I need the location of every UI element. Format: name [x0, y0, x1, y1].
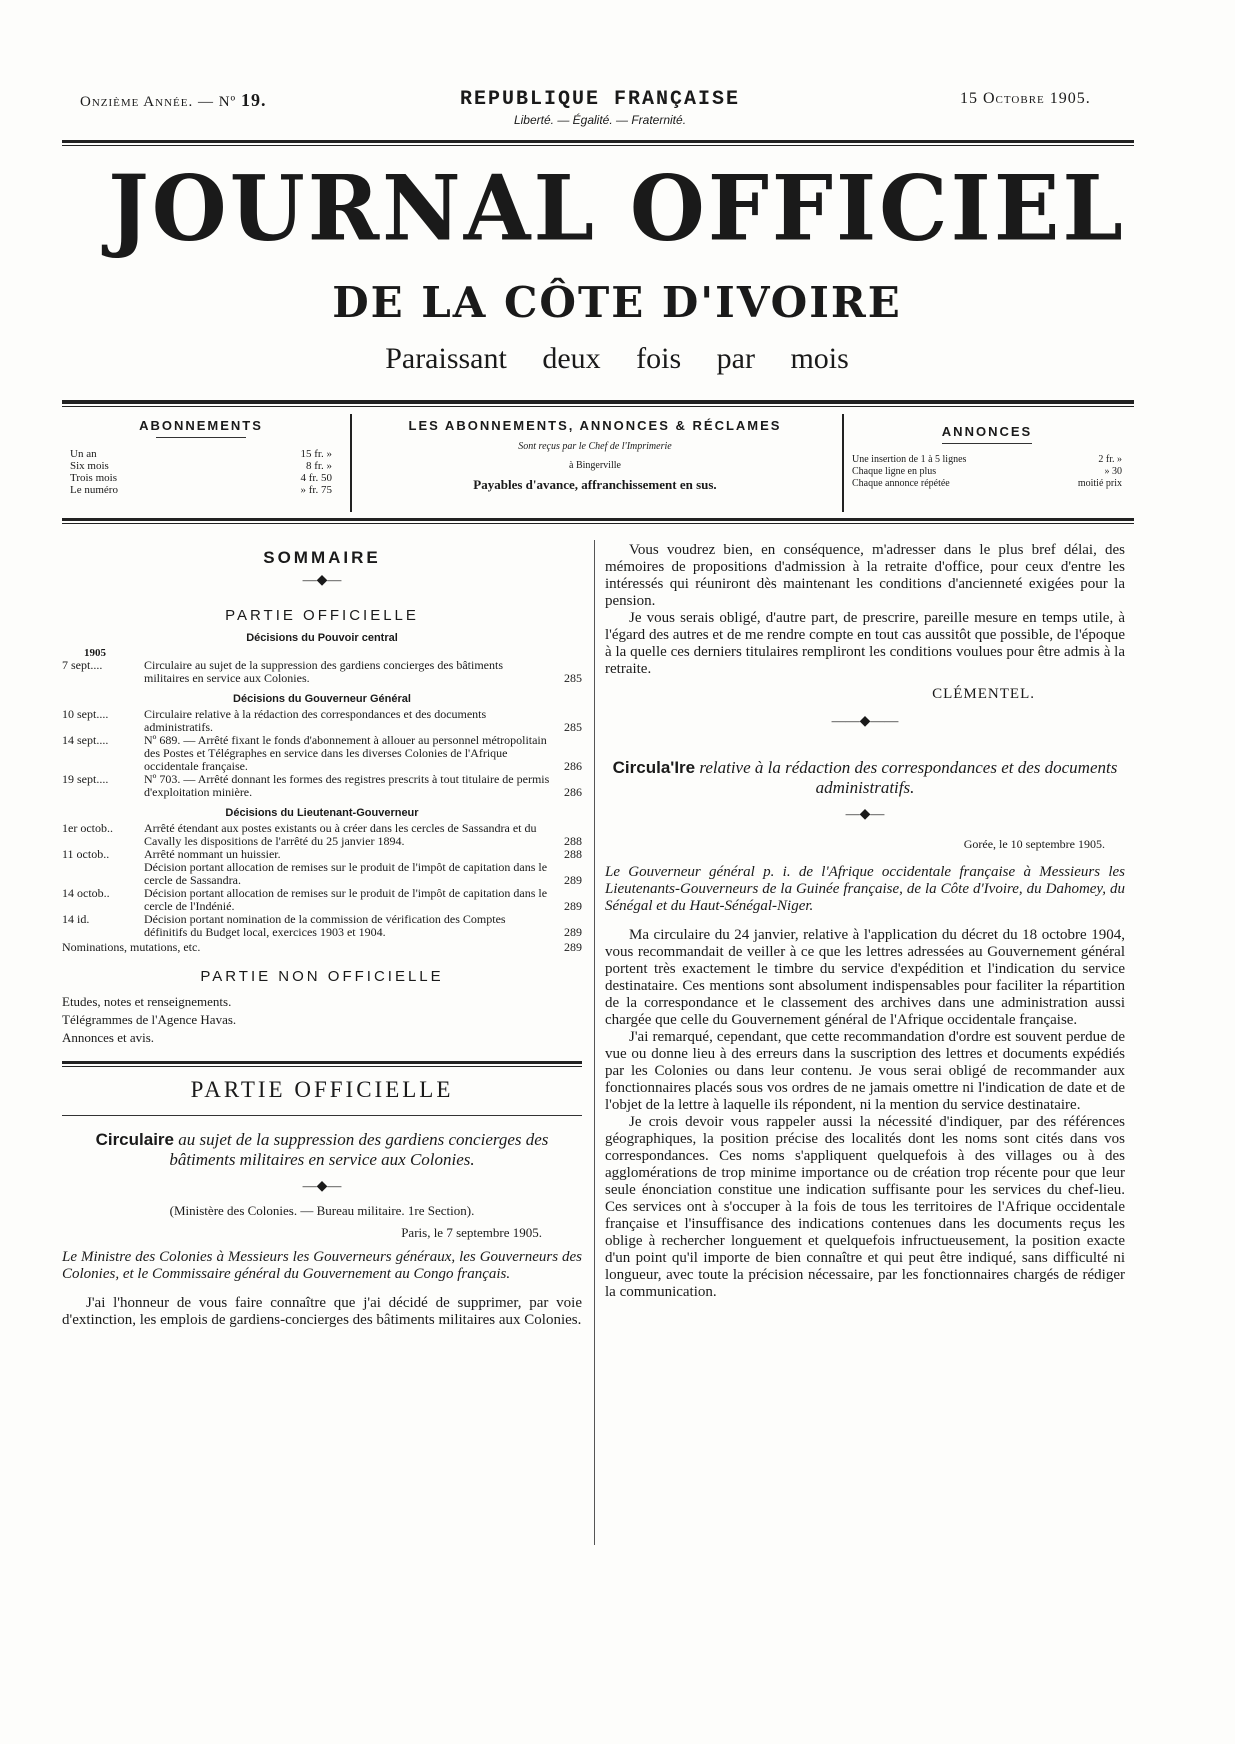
entry-date: 14 octob.. — [62, 886, 110, 900]
ornament: —◆— — [302, 573, 342, 588]
body-paragraph: Je crois devoir vous rappeler aussi la nécessité d'indiquer, par des références géographiques, la position précise des localités dont les noms sont cités dans vos correspondances. Ces noms s'appliquent quelquefois à des villages ou à des agglomérations de trop minime importance ou de création trop récente pour que leur seule énonciation constitue une indication suffisante pour les services du chef-lieu. Ces services ont à s'occuper à la fois de tous les territoires de l'Afrique occidentale française et l'insuffisance des indications contenues dans les documents reçus les oblige à rechercher longuement et quelquefois infructueusement, la position exacte d'un point qu'il importe de bien connaître et qui peut être indiqué, sans difficulté ni longueur, avec toute la précision nécessaire, par les fonctionnaires chargés de rédiger la communication. — [605, 1114, 1125, 1300]
top-rule-thin — [62, 145, 1134, 146]
announcements-box — [852, 412, 1122, 514]
row-label: Chaque ligne en plus — [852, 466, 937, 477]
partie-officielle-heading: PARTIE OFFICIELLE — [190, 1077, 454, 1102]
entry-text: Nº 703. — Arrêté donnant les formes des registres prescrits à tout titulaire de permis d'exploitation minière. — [144, 772, 550, 799]
list-item: Télégrammes de l'Agence Havas. — [62, 1012, 237, 1027]
row-label: Un an — [70, 448, 97, 460]
list-item — [62, 773, 582, 799]
heading-underline — [156, 437, 246, 438]
year-label: Onzième Année. — Nº — [80, 94, 237, 110]
body-paragraph: J'ai l'honneur de vous faire connaître que j'ai décidé de supprimer, par voie d'extinction, les emplois de gardiens-concierges des bâtiments militaires aux Colonies. — [62, 1295, 582, 1328]
subscription-row — [70, 472, 332, 484]
section-rule — [62, 1061, 582, 1064]
entry-date: 10 sept.... — [62, 707, 109, 721]
ministry-line: (Ministère des Colonies. — Bureau militaire. 1re Section). — [169, 1203, 475, 1218]
journal-title: JOURNAL OFFICIEL — [108, 155, 1126, 262]
entry-date: 14 id. — [62, 912, 90, 926]
row-price: 15 fr. » — [300, 448, 332, 460]
list-item — [62, 822, 582, 848]
list-item — [62, 861, 582, 887]
entry-date — [62, 861, 144, 887]
list-item: Annonces et avis. — [62, 1030, 155, 1045]
ornament: —◆— — [302, 1179, 342, 1194]
circulaire-subject: au sujet de la suppression des gardiens concierges des bâtiments militaires en service aux Colonies. — [169, 1130, 549, 1169]
row-price: » 30 — [1104, 466, 1122, 477]
body-paragraph: Vous voudrez bien, en conséquence, m'adresser dans le plus bref délai, des mémoires de propositions d'admission à la retraite d'office, pour ceux d'entre les intéressés qui réuniront dès maintenant les conditions d'ancienneté exigées pour la pension. — [605, 542, 1125, 609]
place-date: Paris, le 7 septembre 1905. — [401, 1225, 542, 1240]
announcement-row — [852, 466, 1122, 478]
middle-line1: Sont reçus par le Chef de l'Imprimerie — [518, 441, 672, 452]
subscriptions-box — [66, 412, 336, 514]
left-column — [62, 548, 582, 1329]
issue-date: 15 Octobre 1905. — [960, 90, 1091, 107]
section-pouvoir-central: Décisions du Pouvoir central — [246, 632, 398, 644]
signature: CLÉMENTEL. — [932, 686, 1035, 702]
column-divider — [594, 540, 595, 1545]
non-official-list — [62, 993, 582, 1047]
circulaire-title — [605, 758, 1125, 798]
year-label: 1905 — [84, 647, 106, 659]
entry-page: 289 — [564, 940, 582, 954]
circulaire-subject: relative à la rédaction des correspondances et des documents administratifs. — [699, 758, 1118, 797]
place-date: Gorée, le 10 septembre 1905. — [963, 837, 1105, 851]
entry-page: 288 — [564, 834, 582, 848]
section-gouverneur-general: Décisions du Gouverneur Général — [233, 693, 411, 705]
heading-underline — [942, 443, 1032, 444]
motto: Liberté. — Égalité. — Fraternité. — [513, 113, 687, 127]
body-paragraph: Ma circulaire du 24 janvier, relative à l'application du décret du 18 octobre 1904, vous recommandait de veiller à ce que les lettres adressées au Gouvernement général portent très exactement le timbre du service d'expédition et l'indication du service destinataire. Ces mentions sont absolument indispensables pour faciliter la répartition de la correspondance et le classement des archives dans une administration aussi chargée que celle du Gouvernement général de l'Afrique occidentale française. — [605, 927, 1125, 1028]
list-item — [62, 708, 582, 734]
row-label: Six mois — [70, 460, 109, 472]
right-column — [605, 542, 1125, 1301]
announcement-row — [852, 478, 1122, 490]
middle-line2: à Bingerville — [569, 460, 621, 471]
republic-title: REPUBLIQUE FRANÇAISE — [459, 88, 741, 111]
section-rule-thin — [62, 1066, 582, 1067]
middle-line3: Payables d'avance, affranchissement en sus. — [473, 477, 717, 492]
circulaire-bold: Circula'Ire — [612, 758, 696, 777]
entry-page: 288 — [564, 847, 582, 861]
entry-text: Nominations, mutations, etc. — [62, 940, 201, 954]
middle-box — [360, 412, 830, 514]
circulaire-title — [62, 1130, 582, 1170]
row-price: » fr. 75 — [300, 484, 332, 496]
body-paragraph: Je vous serais obligé, d'autre part, de prescrire, pareille mesure en temps utile, à l'égard des autres et de me rendre compte en tout cas aussitôt que possible, de l'époque à la quelle ces derniers titulaires rempliront les conditions voulues pour être admis à la retraite. — [605, 610, 1125, 677]
entry-text: Arrêté nommant un huissier. — [144, 847, 281, 861]
entry-text: Décision portant allocation de remises sur le produit de l'impôt de capitation dans le cercle de l'Indénié. — [144, 886, 548, 913]
row-label: Une insertion de 1 à 5 lignes — [852, 454, 967, 465]
row-label: Chaque annonce répétée — [852, 478, 950, 489]
subscriptions-heading: ABONNEMENTS — [139, 418, 263, 433]
entry-page: 286 — [564, 785, 582, 799]
top-rule — [62, 140, 1134, 143]
subscription-row — [70, 448, 332, 460]
row-price: 8 fr. » — [306, 460, 332, 472]
row-price: 4 fr. 50 — [300, 472, 332, 484]
entry-page: 289 — [564, 899, 582, 913]
sommaire-heading: SOMMAIRE — [263, 548, 381, 567]
entry-date: 19 sept.... — [62, 772, 109, 786]
row-price: 2 fr. » — [1098, 454, 1122, 465]
entry-text: Arrêté étendant aux postes existants ou à créer dans les cercles de Sassandra et du Cavally les dispositions de l'arrêté du 25 janvier 1894. — [144, 821, 537, 848]
entry-text: Décision portant nomination de la commission de vérification des Comptes définitifs du Budget local, exercices 1903 et 1904. — [144, 912, 506, 939]
announcements-table — [852, 454, 1122, 490]
list-item: Etudes, notes et renseignements. — [62, 994, 232, 1009]
divider — [62, 1115, 582, 1116]
subscription-row — [70, 484, 332, 496]
subscription-row — [70, 460, 332, 472]
entry-date: 1er octob.. — [62, 821, 113, 835]
issue-number: 19. — [240, 90, 267, 110]
entry-text: Circulaire relative à la rédaction des correspondances et des documents administratifs. — [144, 707, 487, 734]
list-item — [62, 659, 582, 685]
entry-text: Circulaire au sujet de la suppression des gardiens concierges des bâtiments militaires en service aux Colonies. — [144, 658, 504, 685]
row-label: Le numéro — [70, 484, 118, 496]
subscriptions-table — [66, 448, 336, 496]
body-paragraph: J'ai remarqué, cependant, que cette recommandation d'ordre est souvent perdue de vue ou donne lieu à des erreurs dans la suscription des lettres et documents expédiés par les Colonies ou dans leur contenu. Je vous serai obligé de recommander aux fonctionnaires placés sous vos ordres de ne jamais omettre ni l'indication de date et de l'objet de la lettre à laquelle ils répondent, ni la mention du service destinataire. — [605, 1029, 1125, 1113]
list-item — [62, 941, 582, 954]
entry-page: 285 — [564, 720, 582, 734]
sommaire-part-non-officielle: PARTIE NON OFFICIELLE — [200, 968, 444, 985]
entry-page: 285 — [564, 671, 582, 685]
circulaire-bold: Circulaire — [95, 1130, 174, 1149]
list-item — [62, 734, 582, 773]
info-rule — [62, 518, 1134, 521]
republic-block — [420, 88, 780, 127]
box-separator — [350, 414, 352, 512]
row-price: moitié prix — [1077, 478, 1122, 489]
journal-subtitle: DE LA CÔTE D'IVOIRE — [332, 278, 902, 327]
year-issue — [80, 90, 266, 111]
entry-text: Décision portant allocation de remises sur le produit de l'impôt de capitation dans le cercle de Sassandra. — [144, 860, 548, 887]
journal-tagline: Paraissant deux fois par mois — [385, 342, 849, 375]
box-separator — [842, 414, 844, 512]
list-item — [62, 887, 582, 913]
entry-date: 7 sept.... — [62, 658, 103, 672]
entry-date: 14 sept.... — [62, 733, 109, 747]
masthead-rule — [62, 400, 1134, 404]
address-line: Le Ministre des Colonies à Messieurs les Gouverneurs généraux, les Gouverneurs des Colonies, et le Commissaire général du Gouvernement au Congo français. — [62, 1249, 582, 1282]
address-line: Le Gouverneur général p. i. de l'Afrique occidentale française à Messieurs les Lieutenants-Gouverneurs de la Guinée française, de la Côte d'Ivoire, du Dahomey, du Sénégal et du Haut-Sénégal-Niger. — [605, 864, 1125, 914]
middle-heading: LES ABONNEMENTS, ANNONCES & RÉCLAMES — [408, 418, 782, 433]
announcement-row — [852, 454, 1122, 466]
info-rule-thin — [62, 523, 1134, 524]
entry-page: 289 — [564, 873, 582, 887]
entry-date: 11 octob.. — [62, 847, 110, 861]
entry-text: Nº 689. — Arrêté fixant le fonds d'abonnement à allouer au personnel métropolitain des Postes et Télégraphes en service dans les diverses Colonies de l'Afrique occidentale française. — [144, 733, 547, 773]
sommaire-part-officielle: PARTIE OFFICIELLE — [225, 607, 419, 624]
list-item — [62, 913, 582, 939]
row-label: Trois mois — [70, 472, 117, 484]
entry-page: 286 — [564, 759, 582, 773]
masthead-rule-thin — [62, 406, 1134, 407]
ornament: ——◆—— — [831, 714, 899, 729]
section-lieutenant-gouverneur: Décisions du Lieutenant-Gouverneur — [225, 807, 419, 819]
entry-page: 289 — [564, 925, 582, 939]
ornament: —◆— — [845, 807, 885, 822]
announcements-heading: ANNONCES — [941, 424, 1033, 439]
